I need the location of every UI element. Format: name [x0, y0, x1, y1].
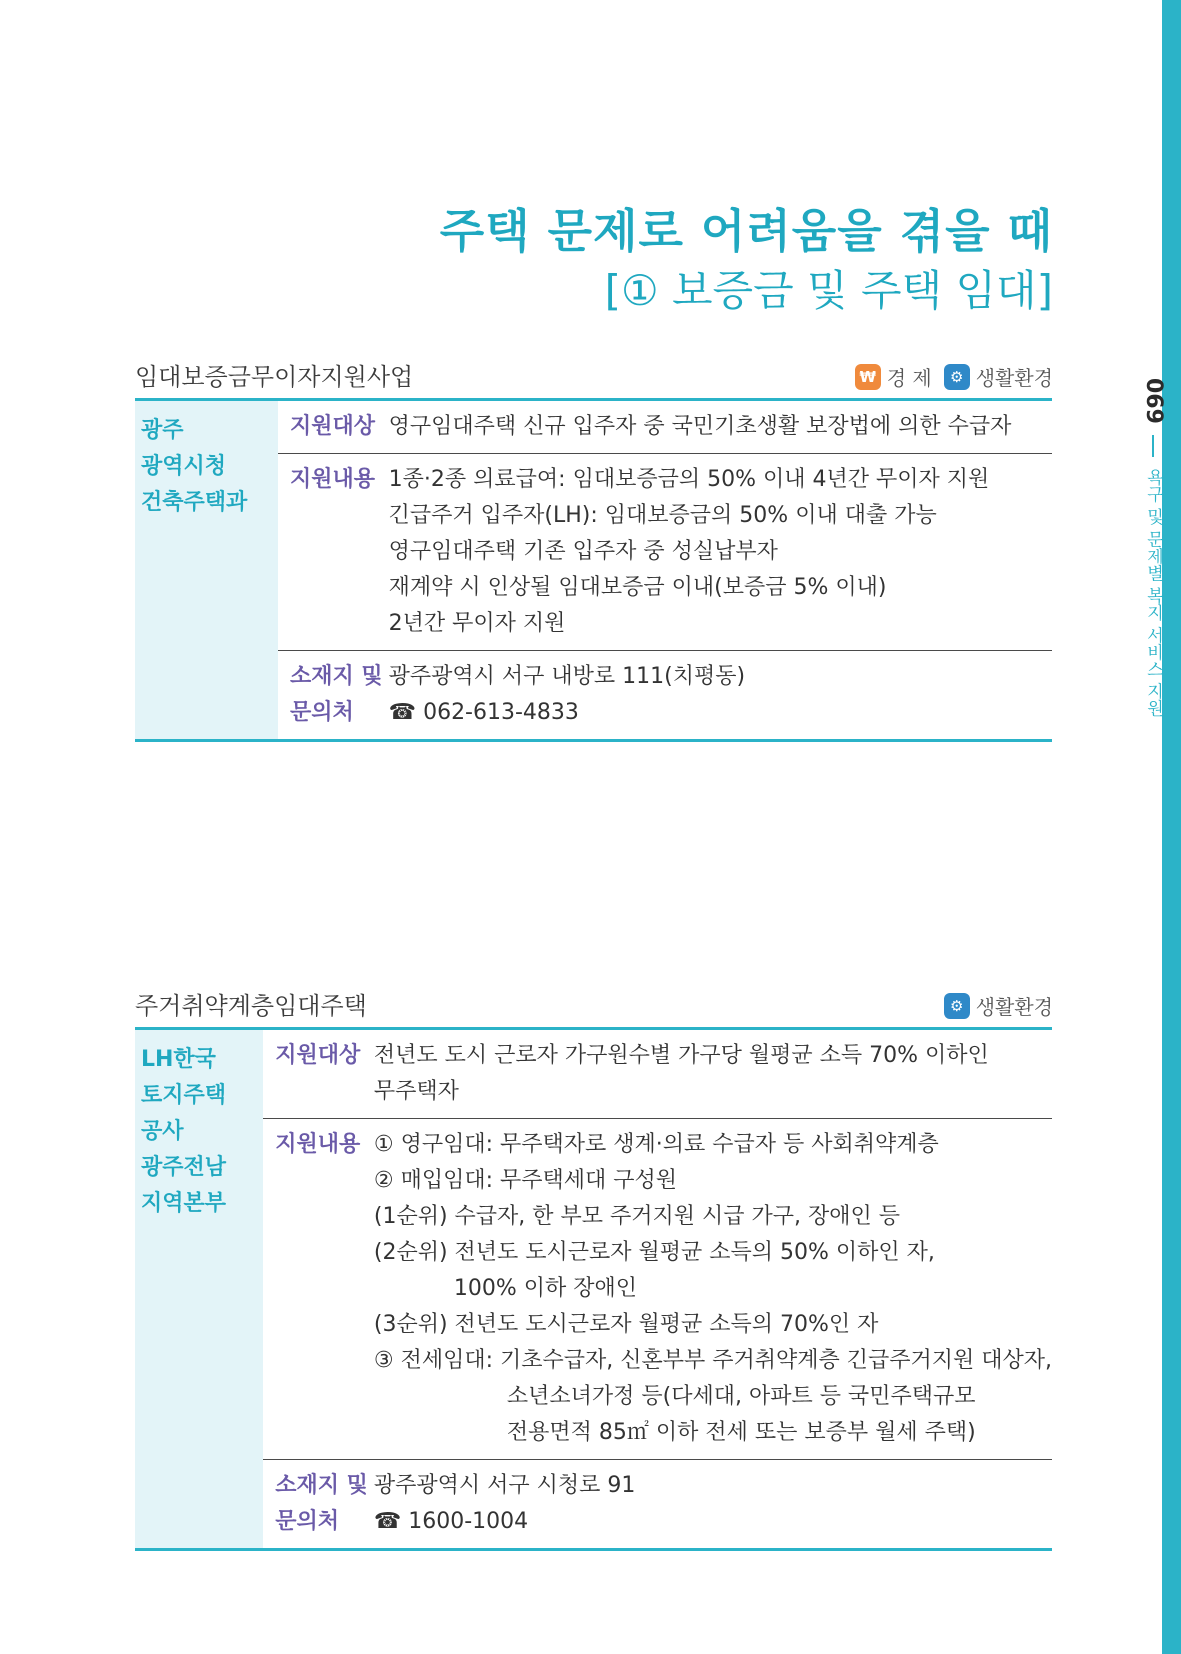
section-title: 임대보증금무이자지원사업 — [135, 363, 414, 391]
row-value: 전년도 도시 근로자 가구원수별 가구당 월평균 소득 70% 이하인 무주택자 — [368, 1029, 1052, 1119]
section-title: 주거취약계층임대주택 — [135, 992, 367, 1020]
badge-living — [944, 362, 1053, 391]
gear-icon: ⚙ — [944, 993, 970, 1019]
row-value: ① 영구임대: 무주택자로 생계·의료 수급자 등 사회취약계층 ② 매입임대: 무주택세대 구성원 (1순위) 수급자, 한 부모 주거지원 시급 가구, 장애인 등 (2순위) 전년도 도시근로자 월평균 소득의 50% 이하인 자, 100% 이하 장애인 (3순위) 전년도 도시근로자 월평균 소득의 70%인 자 ③ 전세임대: 기초수급자, 신혼부부 주거취약계층 긴급주거지원 대상자, 소년소녀가정 등(다세대, 아파트 등 국민주택규모 전용면적 85㎡ 이하 전세 또는 보증부 월세 주택) — [368, 1119, 1052, 1460]
category-badges — [855, 362, 1053, 391]
phone-number: ☎ 062-613-4833 — [388, 700, 579, 725]
info-table — [135, 1027, 1052, 1551]
organization-cell — [135, 400, 278, 741]
org-line: LH한국 — [141, 1047, 216, 1072]
badge-label: 생활환경 — [975, 995, 1053, 1019]
info-table — [135, 398, 1052, 742]
row-label: 소재지 및 문의처 — [290, 664, 383, 725]
org-line: 광주전남 — [141, 1155, 227, 1180]
badge-label: 생활환경 — [975, 366, 1053, 390]
side-color-band — [1162, 0, 1181, 1654]
side-divider — [1152, 435, 1154, 457]
row-value — [383, 651, 1052, 741]
row-label: 지원대상 — [263, 1029, 368, 1119]
org-line: 광주 — [141, 418, 184, 443]
won-icon: ₩ — [855, 364, 881, 390]
side-section-label: 욕구 및 문제별 복지 서비스 지원 — [1143, 468, 1163, 717]
org-line: 광역시청 — [141, 454, 227, 479]
page-title: 주택 문제로 어려움을 겪을 때 — [439, 204, 1053, 258]
page-number: 069 — [1141, 378, 1166, 424]
row-value — [368, 1460, 1052, 1550]
category-badges — [944, 991, 1053, 1020]
row-label: 지원대상 — [278, 400, 383, 454]
gear-icon: ⚙ — [944, 364, 970, 390]
badge-living — [944, 991, 1053, 1020]
row-label: 지원내용 — [278, 454, 383, 651]
org-line: 지역본부 — [141, 1191, 227, 1216]
address: 광주광역시 서구 내방로 111(치평동) — [388, 664, 746, 689]
badge-economy — [855, 362, 932, 391]
row-value: 1종·2종 의료급여: 임대보증금의 50% 이내 4년간 무이자 지원 긴급주거 입주자(LH): 임대보증금의 50% 이내 대출 가능 영구임대주택 기존 입주자 중 성실납부자 재계약 시 인상될 임대보증금 이내(보증금 5% 이내) 2년간 무이자 지원 — [383, 454, 1052, 651]
org-line: 토지주택 — [141, 1083, 227, 1108]
page-subtitle: [① 보증금 및 주택 임대] — [604, 266, 1053, 315]
row-label: 지원내용 — [263, 1119, 368, 1460]
org-line: 건축주택과 — [141, 490, 248, 515]
row-label: 소재지 및 문의처 — [275, 1473, 368, 1534]
badge-label: 경 제 — [886, 366, 932, 390]
row-value: 영구임대주택 신규 입주자 중 국민기초생활 보장법에 의한 수급자 — [383, 400, 1052, 454]
side-tab — [1140, 378, 1166, 717]
org-line: 공사 — [141, 1119, 184, 1144]
organization-cell — [135, 1029, 263, 1550]
address: 광주광역시 서구 시청로 91 — [373, 1473, 636, 1498]
phone-number: ☎ 1600-1004 — [373, 1509, 529, 1534]
